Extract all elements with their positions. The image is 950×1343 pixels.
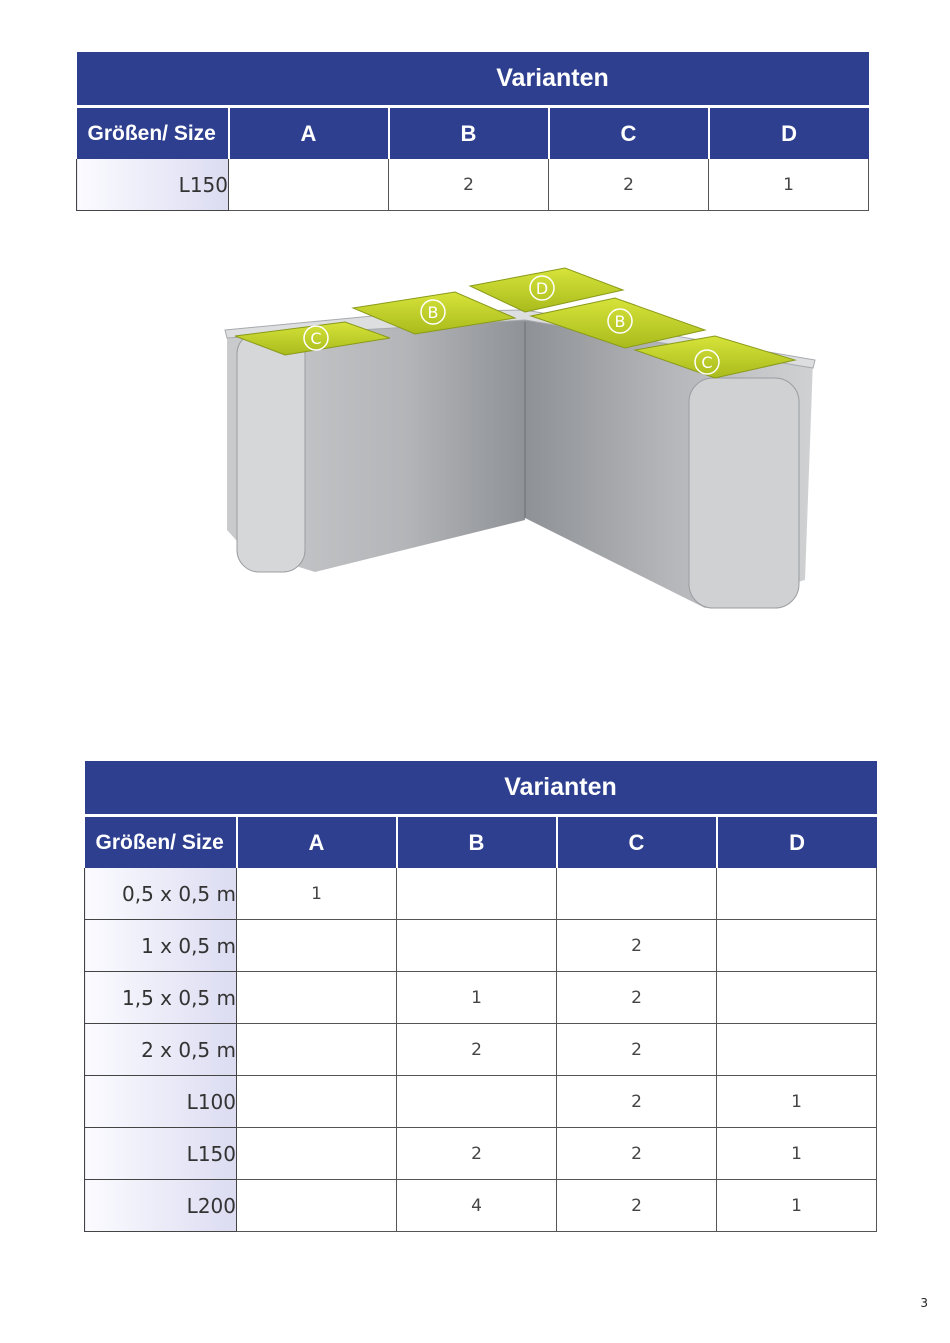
cell-a: 1 [237, 868, 397, 920]
column-header-b: B [389, 107, 549, 160]
table-row [85, 1024, 877, 1076]
column-header-a: A [229, 107, 389, 160]
table-row [85, 868, 877, 920]
cell-d [717, 868, 877, 920]
column-header-a: A [237, 816, 397, 869]
table-title: Varianten [85, 761, 877, 816]
table-row [85, 1076, 877, 1128]
variants-table-bottom [84, 761, 877, 1232]
cell-b: 2 [397, 1024, 557, 1076]
table-row [85, 1128, 877, 1180]
cell-c: 2 [557, 1128, 717, 1180]
column-header-d: D [709, 107, 869, 160]
l-shaped-planter-illustration [215, 260, 825, 620]
svg-text:D: D [535, 279, 549, 298]
column-header-d: D [717, 816, 877, 869]
cell-d: 1 [717, 1076, 877, 1128]
cell-d [717, 920, 877, 972]
row-size-label: L150 [77, 159, 229, 211]
size-column-header: Größen/ Size [85, 816, 237, 869]
row-size-label: L200 [85, 1180, 237, 1232]
table-row [85, 1180, 877, 1232]
row-size-label: 0,5 x 0,5 m [85, 868, 237, 920]
cell-b [397, 868, 557, 920]
cell-d: 1 [717, 1128, 877, 1180]
cell-c: 2 [557, 972, 717, 1024]
cell-a [237, 1076, 397, 1128]
cell-d [717, 972, 877, 1024]
table-row [77, 159, 869, 211]
column-header-b: B [397, 816, 557, 869]
row-size-label: 1,5 x 0,5 m [85, 972, 237, 1024]
right-corner-post [689, 378, 799, 608]
cell-c: 2 [557, 920, 717, 972]
cell-c [557, 868, 717, 920]
cell-b [397, 920, 557, 972]
table-row [85, 972, 877, 1024]
svg-text:C: C [701, 353, 713, 372]
cell-b: 4 [397, 1180, 557, 1232]
cell-b [397, 1076, 557, 1128]
cell-d: 1 [709, 159, 869, 211]
variants-table-top [76, 52, 869, 211]
cell-b: 2 [397, 1128, 557, 1180]
cell-a [237, 920, 397, 972]
size-column-header: Größen/ Size [77, 107, 229, 160]
cell-c: 2 [549, 159, 709, 211]
cell-d: 1 [717, 1180, 877, 1232]
svg-text:B: B [614, 312, 626, 331]
cell-d [717, 1024, 877, 1076]
cell-c: 2 [557, 1076, 717, 1128]
cell-a [237, 972, 397, 1024]
column-header-c: C [549, 107, 709, 160]
table-title: Varianten [77, 52, 869, 107]
cell-c: 2 [557, 1024, 717, 1076]
cell-a [237, 1128, 397, 1180]
left-corner-post [237, 332, 305, 572]
cell-b: 1 [397, 972, 557, 1024]
cell-a [229, 159, 389, 211]
cell-c: 2 [557, 1180, 717, 1232]
column-header-c: C [557, 816, 717, 869]
svg-text:B: B [427, 303, 439, 322]
cell-a [237, 1180, 397, 1232]
row-size-label: 2 x 0,5 m [85, 1024, 237, 1076]
row-size-label: L150 [85, 1128, 237, 1180]
row-size-label: 1 x 0,5 m [85, 920, 237, 972]
cell-a [237, 1024, 397, 1076]
row-size-label: L100 [85, 1076, 237, 1128]
page-number: 3 [920, 1296, 928, 1310]
cell-b: 2 [389, 159, 549, 211]
svg-text:C: C [310, 329, 322, 348]
table-row [85, 920, 877, 972]
